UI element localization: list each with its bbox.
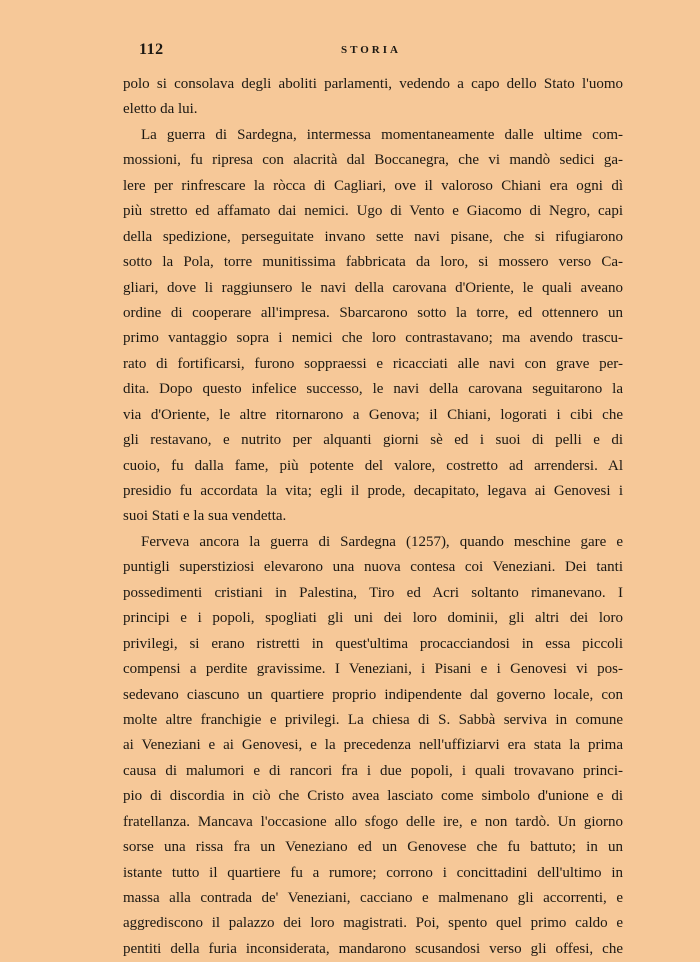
text-line: lere per rinfrescare la ròcca di Cagliari, ove il valoroso Chiani era ogni dì [123,177,623,194]
text-line: primo vantaggio sopra i nemici che loro contrastavano; ma avendo trascu- [123,330,623,347]
page-number: 112 [139,41,164,58]
text-line: via d'Oriente, le altre ritornarono a Genova; il Chiani, logorati i cibi che [123,406,623,423]
text-line: sorse una rissa fra un Veneziano ed un Genovese che fu battuto; in un [123,839,623,856]
text-line: puntigli superstiziosi elevarono una nuova contesa coi Veneziani. Dei tanti [123,559,623,576]
text-line: gli restavano, e nutrito per alquanti giorni sè ed i suoi di pelli e di [123,432,623,449]
text-line: privilegi, si erano ristretti in quest'ultima procacciandosi in essa piccoli [123,635,623,652]
text-line: gliari, dove li raggiunsero le navi della carovana d'Oriente, le quali aveano [123,279,623,296]
text-line: compensi a perdite gravissime. I Veneziani, i Pisani e i Genovesi vi pos- [123,661,623,678]
text-line: mossioni, fu ripresa con alacrità dal Boccanegra, che vi mandò sedici ga- [123,152,623,169]
text-line: sedevano ciascuno un quartiere proprio indipendente dal governo locale, con [123,686,623,703]
text-line: rato di fortificarsi, furono soppraessi e ricacciati alle navi con grave per- [123,355,623,372]
text-line: causa di malumori e di rancori fra i due popoli, i quali trovavano princi- [123,762,623,779]
text-line: polo si consolava degli aboliti parlamenti, vedendo a capo dello Stato l'uomo [123,76,623,92]
text-line: massa alla contrada de' Veneziani, cacciano e malmenano gli accorrenti, e [123,890,623,906]
text-line: più stretto ed affamato dai nemici. Ugo di Vento e Giacomo di Negro, capi [123,203,623,220]
text-line: principi e i popoli, spogliati gli uni dei loro dominii, gli altri dei loro [123,610,623,627]
text-line: aggrediscono il palazzo dei loro magistrati. Poi, spento quel primo caldo e [123,915,623,932]
text-line: eletto da lui. [123,101,198,118]
text-line: possedimenti cristiani in Palestina, Tiro ed Acri soltanto rimanevano. I [123,584,623,601]
text-line: istante tutto il quartiere fu a rumore; corrono i concittadini dell'ultimo in [123,864,623,881]
text-line: Ferveva ancora la guerra di Sardegna (1257), quando meschine gare e [141,533,623,550]
page-header [123,41,623,61]
text-line: sotto la Pola, torre munitissima fabbricata da loro, si mossero verso Ca- [123,254,623,271]
text-line: cuoio, fu dalla fame, più potente del valore, costretto ad arrendersi. Al [123,457,623,474]
body-text [123,72,623,962]
text-line: suoi Stati e la sua vendetta. [123,508,287,525]
text-line: pentiti della furia inconsiderata, mandarono scusandosi verso gli offesi, che [123,940,623,957]
text-line: ordine di cooperare all'impresa. Sbarcarono sotto la torre, ed ottennero un [123,304,623,321]
text-line: presidio fu accordata la vita; egli il prode, decapitato, legava ai Genovesi i [123,483,623,499]
text-line: fratellanza. Mancava l'occasione allo sfogo delle ire, e non tardò. Un giorno [123,813,623,830]
text-line: molte altre franchigie e privilegi. La chiesa di S. Sabbà serviva in comune [123,711,623,728]
text-line: La guerra di Sardegna, intermessa momentaneamente dalle ultime com- [141,126,623,143]
text-line: della spedizione, perseguitate invano sette navi pisane, che si rifugiarono [123,228,623,245]
text-line: dita. Dopo questo infelice successo, le navi della carovana seguitarono la [123,381,623,398]
text-line: pio di discordia in ciò che Cristo avea lasciato come simbolo d'unione e di [123,788,623,805]
running-title: STORIA [341,44,401,56]
text-line: ai Veneziani e ai Genovesi, e la precedenza nell'uffiziarvi era stata la prima [123,737,623,754]
